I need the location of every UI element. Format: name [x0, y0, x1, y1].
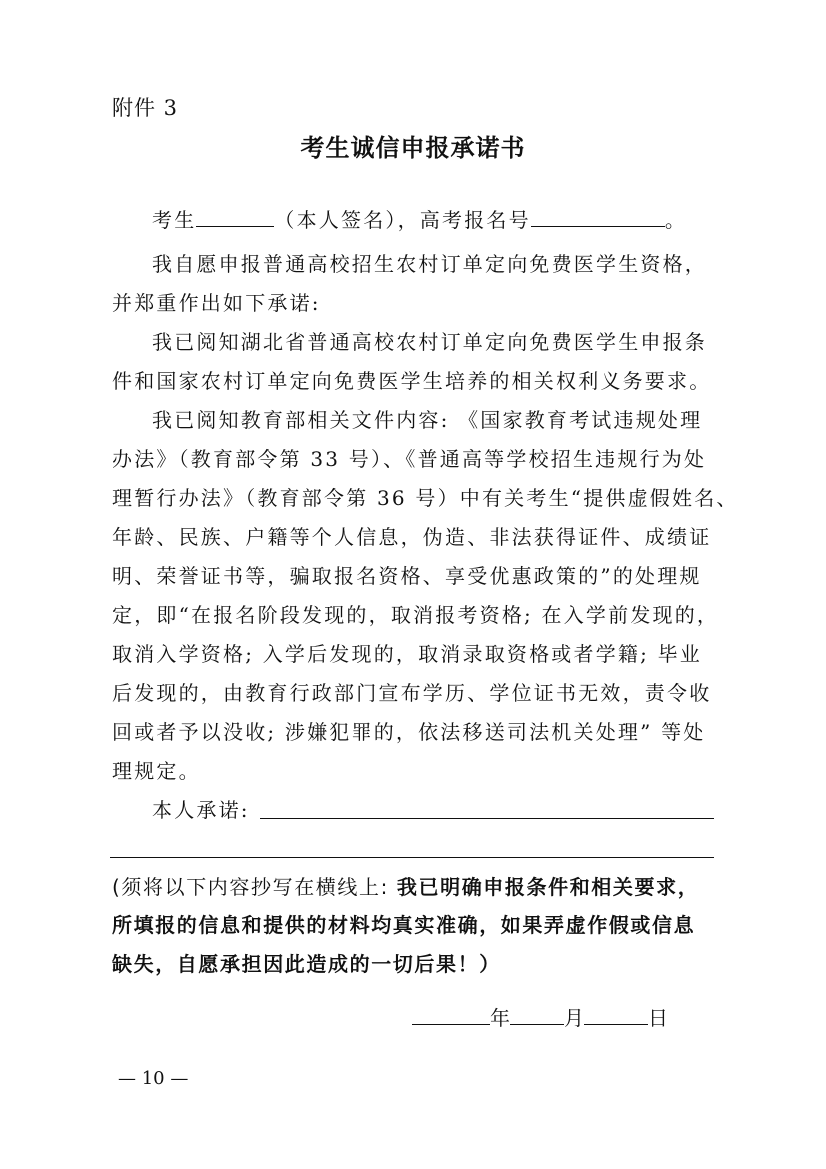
- signature-blank[interactable]: [196, 206, 274, 227]
- year-label: 年: [490, 1006, 510, 1030]
- note-line-3: 缺失，自愿承担因此造成的一切后果！）: [112, 952, 501, 976]
- paragraph-line: 并郑重作出如下承诺:: [112, 291, 321, 315]
- date-line: [412, 1004, 668, 1032]
- note-line-2: 所填报的信息和提供的材料均真实准确，如果弄虚作假或信息: [112, 913, 696, 937]
- paragraph-line: 后发现的，由教育行政部门宣布学历、学位证书无效，责令收: [112, 681, 712, 705]
- page-number: — 10 —: [118, 1068, 189, 1089]
- paragraph-line: 取消入学资格; 入学后发现的，取消录取资格或者学籍; 毕业: [112, 642, 702, 666]
- year-blank[interactable]: [412, 1004, 490, 1025]
- note-prefix: (须将以下内容抄写在横线上:: [112, 875, 397, 899]
- paragraph-line: 明、荣誉证书等，骗取报名资格、享受优惠政策的”的处理规: [112, 564, 702, 588]
- exam-number-blank[interactable]: [531, 206, 665, 227]
- promise-blank-line-1[interactable]: [260, 818, 714, 819]
- note-line1-strong: 我已明确申报条件和相关要求，: [396, 875, 700, 899]
- paragraph-line: 我自愿申报普通高校招生农村订单定向免费医学生资格，: [152, 252, 707, 276]
- paragraph-line: 理暂行办法》（教育部令第 36 号）中有关考生“提供虚假姓名、: [112, 486, 739, 510]
- paragraph-line: 年龄、民族、户籍等个人信息，伪造、非法获得证件、成绩证: [112, 525, 712, 549]
- paragraph-line: 件和国家农村订单定向免费医学生培养的相关权利义务要求。: [112, 369, 712, 393]
- note-line-1: [112, 873, 699, 901]
- paragraph-line: 办法》（教育部令第 33 号）、《普通高等学校招生违规行为处: [112, 447, 707, 471]
- signature-line: [152, 206, 687, 234]
- promise-label: 本人承诺:: [152, 798, 250, 822]
- month-label: 月: [564, 1006, 584, 1030]
- paragraph-line: 定，即“在报名阶段发现的，取消报考资格; 在入学前发现的，: [112, 603, 720, 627]
- signature-prefix: 考生: [152, 208, 197, 232]
- document-title: 考生诚信申报承诺书: [300, 133, 526, 162]
- signature-middle: （本人签名），高考报名号: [274, 208, 531, 232]
- paragraph-line: 我已阅知湖北省普通高校农村订单定向免费医学生申报条: [152, 330, 707, 354]
- day-label: 日: [648, 1006, 668, 1030]
- day-blank[interactable]: [584, 1004, 648, 1025]
- promise-blank-line-2[interactable]: [110, 857, 714, 858]
- month-blank[interactable]: [510, 1004, 564, 1025]
- signature-suffix: 。: [664, 208, 688, 232]
- attachment-label: 附件 3: [112, 96, 179, 120]
- paragraph-line: 我已阅知教育部相关文件内容: 《国家教育考试违规处理: [152, 408, 703, 432]
- paragraph-line: 理规定。: [112, 759, 201, 783]
- paragraph-line: 回或者予以没收; 涉嫌犯罪的，依法移送司法机关处理” 等处: [112, 720, 706, 744]
